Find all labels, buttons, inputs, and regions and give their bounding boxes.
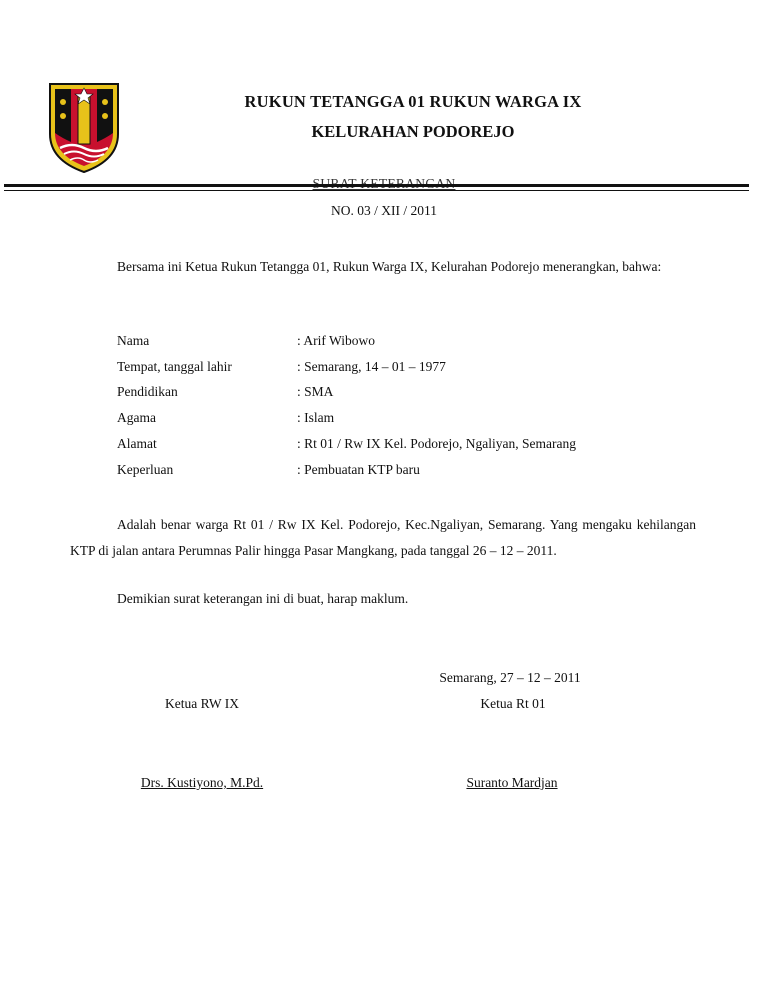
document-number: NO. 03 / XII / 2011 [331, 203, 437, 218]
header-divider-thin [4, 190, 749, 191]
body-paragraph: Adalah benar warga Rt 01 / Rw IX Kel. Podorejo, Kec.Ngaliyan, Semarang. Yang mengaku kehilangan KTP di jalan antara Perumnas Palir hingga Pasar Mangkang, pada tanggal 26 – 12 – 2011. [70, 517, 696, 558]
place-date: Semarang, 27 – 12 – 2011 [439, 670, 581, 685]
field-value-pendidikan: : SMA [297, 384, 334, 399]
right-signatory-name: Suranto Mardjan [466, 775, 558, 790]
field-label-keperluan: Keperluan [117, 462, 174, 477]
left-signatory-title: Ketua RW IX [165, 696, 239, 711]
field-value-alamat: : Rt 01 / Rw IX Kel. Podorejo, Ngaliyan, Semarang [297, 436, 576, 451]
right-signatory-title: Ketua Rt 01 [480, 696, 546, 711]
field-value-keperluan: : Pembuatan KTP baru [297, 462, 420, 477]
field-value-agama: : Islam [297, 410, 335, 425]
field-label-pendidikan: Pendidikan [117, 384, 178, 399]
field-label-alamat: Alamat [117, 436, 157, 451]
field-label-nama: Nama [117, 333, 150, 348]
field-label-tempat-tanggal-lahir: Tempat, tanggal lahir [117, 359, 232, 374]
letterhead-line-2: KELURAHAN PODOREJO [311, 122, 515, 141]
field-value-nama: : Arif Wibowo [297, 333, 375, 348]
field-label-agama: Agama [117, 410, 156, 425]
left-signatory-name: Drs. Kustiyono, M.Pd. [140, 775, 264, 790]
header-divider-thick [4, 184, 749, 187]
letterhead-line-1: RUKUN TETANGGA 01 RUKUN WARGA IX [244, 92, 582, 111]
field-value-tempat-tanggal-lahir: : Semarang, 14 – 01 – 1977 [297, 359, 446, 374]
closing-sentence: Demikian surat keterangan ini di buat, harap maklum. [117, 591, 409, 606]
intro-paragraph: Bersama ini Ketua Rukun Tetangga 01, Rukun Warga IX, Kelurahan Podorejo menerangkan, bahwa: [117, 259, 662, 274]
